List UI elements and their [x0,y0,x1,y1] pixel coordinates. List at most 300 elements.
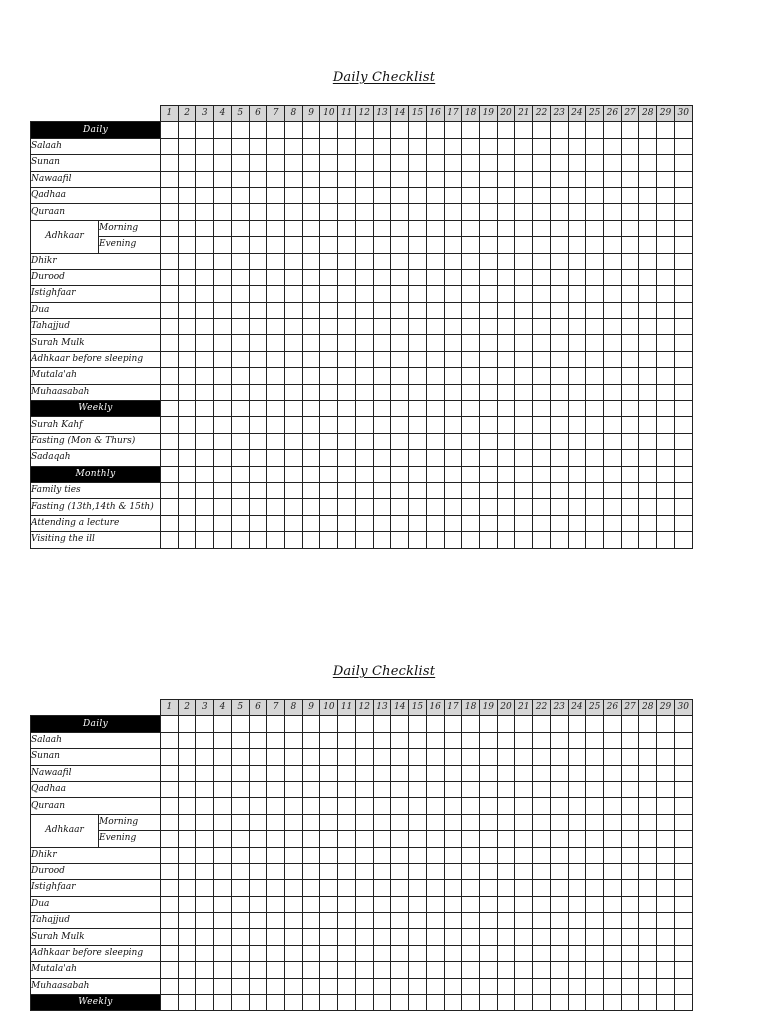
check-cell[interactable] [515,880,533,896]
check-cell[interactable] [657,138,675,154]
check-cell[interactable] [161,532,179,548]
check-cell[interactable] [444,138,462,154]
check-cell[interactable] [657,368,675,384]
check-cell[interactable] [603,978,621,994]
check-cell[interactable] [674,171,692,187]
check-cell[interactable] [338,286,356,302]
check-cell[interactable] [639,896,657,912]
check-cell[interactable] [267,863,285,879]
check-cell[interactable] [621,187,639,203]
check-cell[interactable] [178,351,196,367]
check-cell[interactable] [550,204,568,220]
check-cell[interactable] [302,798,320,814]
check-cell[interactable] [657,237,675,253]
check-cell[interactable] [603,466,621,482]
check-cell[interactable] [391,384,409,400]
check-cell[interactable] [178,978,196,994]
check-cell[interactable] [639,401,657,417]
check-cell[interactable] [320,269,338,285]
check-cell[interactable] [603,863,621,879]
check-cell[interactable] [479,401,497,417]
check-cell[interactable] [674,335,692,351]
check-cell[interactable] [444,450,462,466]
check-cell[interactable] [515,138,533,154]
check-cell[interactable] [302,913,320,929]
check-cell[interactable] [231,237,249,253]
check-cell[interactable] [568,962,586,978]
check-cell[interactable] [674,155,692,171]
check-cell[interactable] [657,466,675,482]
check-cell[interactable] [409,351,427,367]
check-cell[interactable] [338,155,356,171]
check-cell[interactable] [586,798,604,814]
check-cell[interactable] [674,995,692,1011]
check-cell[interactable] [267,929,285,945]
check-cell[interactable] [161,732,179,748]
check-cell[interactable] [161,368,179,384]
check-cell[interactable] [267,978,285,994]
check-cell[interactable] [373,204,391,220]
check-cell[interactable] [568,450,586,466]
check-cell[interactable] [533,401,551,417]
check-cell[interactable] [302,482,320,498]
check-cell[interactable] [603,814,621,830]
check-cell[interactable] [621,466,639,482]
check-cell[interactable] [231,286,249,302]
check-cell[interactable] [267,831,285,847]
check-cell[interactable] [196,962,214,978]
check-cell[interactable] [426,863,444,879]
check-cell[interactable] [462,253,480,269]
check-cell[interactable] [320,749,338,765]
check-cell[interactable] [462,204,480,220]
check-cell[interactable] [426,319,444,335]
check-cell[interactable] [444,187,462,203]
check-cell[interactable] [178,929,196,945]
check-cell[interactable] [426,978,444,994]
check-cell[interactable] [267,319,285,335]
check-cell[interactable] [373,765,391,781]
check-cell[interactable] [196,319,214,335]
check-cell[interactable] [426,765,444,781]
check-cell[interactable] [391,880,409,896]
check-cell[interactable] [621,433,639,449]
check-cell[interactable] [196,929,214,945]
check-cell[interactable] [533,945,551,961]
check-cell[interactable] [426,995,444,1011]
check-cell[interactable] [515,962,533,978]
check-cell[interactable] [214,368,232,384]
check-cell[interactable] [444,417,462,433]
check-cell[interactable] [426,417,444,433]
check-cell[interactable] [621,995,639,1011]
check-cell[interactable] [639,122,657,138]
check-cell[interactable] [550,302,568,318]
check-cell[interactable] [267,187,285,203]
check-cell[interactable] [479,978,497,994]
check-cell[interactable] [479,302,497,318]
check-cell[interactable] [444,499,462,515]
check-cell[interactable] [497,384,515,400]
check-cell[interactable] [657,814,675,830]
check-cell[interactable] [178,499,196,515]
check-cell[interactable] [231,269,249,285]
check-cell[interactable] [320,732,338,748]
check-cell[interactable] [497,237,515,253]
check-cell[interactable] [462,716,480,732]
check-cell[interactable] [231,995,249,1011]
check-cell[interactable] [568,220,586,236]
check-cell[interactable] [391,929,409,945]
check-cell[interactable] [586,814,604,830]
check-cell[interactable] [161,716,179,732]
check-cell[interactable] [426,204,444,220]
check-cell[interactable] [373,302,391,318]
check-cell[interactable] [533,450,551,466]
check-cell[interactable] [214,335,232,351]
check-cell[interactable] [426,847,444,863]
check-cell[interactable] [497,798,515,814]
check-cell[interactable] [497,863,515,879]
check-cell[interactable] [391,450,409,466]
check-cell[interactable] [196,401,214,417]
check-cell[interactable] [355,401,373,417]
check-cell[interactable] [373,417,391,433]
check-cell[interactable] [515,732,533,748]
check-cell[interactable] [550,351,568,367]
check-cell[interactable] [497,286,515,302]
check-cell[interactable] [178,995,196,1011]
check-cell[interactable] [462,515,480,531]
check-cell[interactable] [285,302,303,318]
check-cell[interactable] [178,781,196,797]
check-cell[interactable] [285,122,303,138]
check-cell[interactable] [479,532,497,548]
check-cell[interactable] [249,716,267,732]
check-cell[interactable] [674,220,692,236]
check-cell[interactable] [214,138,232,154]
check-cell[interactable] [373,896,391,912]
check-cell[interactable] [320,880,338,896]
check-cell[interactable] [515,913,533,929]
check-cell[interactable] [285,880,303,896]
check-cell[interactable] [515,171,533,187]
check-cell[interactable] [497,945,515,961]
check-cell[interactable] [444,122,462,138]
check-cell[interactable] [479,319,497,335]
check-cell[interactable] [586,995,604,1011]
check-cell[interactable] [550,368,568,384]
check-cell[interactable] [338,929,356,945]
check-cell[interactable] [267,450,285,466]
check-cell[interactable] [533,384,551,400]
check-cell[interactable] [639,798,657,814]
check-cell[interactable] [267,798,285,814]
check-cell[interactable] [444,863,462,879]
check-cell[interactable] [391,962,409,978]
check-cell[interactable] [267,253,285,269]
check-cell[interactable] [249,732,267,748]
check-cell[interactable] [302,499,320,515]
check-cell[interactable] [550,962,568,978]
check-cell[interactable] [444,945,462,961]
check-cell[interactable] [391,187,409,203]
check-cell[interactable] [320,368,338,384]
check-cell[interactable] [479,433,497,449]
check-cell[interactable] [586,171,604,187]
check-cell[interactable] [657,302,675,318]
check-cell[interactable] [657,781,675,797]
check-cell[interactable] [426,499,444,515]
check-cell[interactable] [409,515,427,531]
check-cell[interactable] [196,384,214,400]
check-cell[interactable] [267,122,285,138]
check-cell[interactable] [285,896,303,912]
check-cell[interactable] [249,368,267,384]
check-cell[interactable] [515,204,533,220]
check-cell[interactable] [391,237,409,253]
check-cell[interactable] [497,995,515,1011]
check-cell[interactable] [249,880,267,896]
check-cell[interactable] [214,237,232,253]
check-cell[interactable] [267,749,285,765]
check-cell[interactable] [285,417,303,433]
check-cell[interactable] [320,401,338,417]
check-cell[interactable] [214,749,232,765]
check-cell[interactable] [621,269,639,285]
check-cell[interactable] [355,302,373,318]
check-cell[interactable] [586,732,604,748]
check-cell[interactable] [178,896,196,912]
check-cell[interactable] [515,466,533,482]
check-cell[interactable] [196,171,214,187]
check-cell[interactable] [267,220,285,236]
check-cell[interactable] [391,814,409,830]
check-cell[interactable] [639,286,657,302]
check-cell[interactable] [285,831,303,847]
check-cell[interactable] [249,220,267,236]
check-cell[interactable] [196,417,214,433]
check-cell[interactable] [674,945,692,961]
check-cell[interactable] [338,269,356,285]
check-cell[interactable] [603,962,621,978]
check-cell[interactable] [214,716,232,732]
check-cell[interactable] [568,814,586,830]
check-cell[interactable] [214,401,232,417]
check-cell[interactable] [161,450,179,466]
check-cell[interactable] [355,450,373,466]
check-cell[interactable] [285,237,303,253]
check-cell[interactable] [391,204,409,220]
check-cell[interactable] [568,302,586,318]
check-cell[interactable] [444,962,462,978]
check-cell[interactable] [338,302,356,318]
check-cell[interactable] [479,716,497,732]
check-cell[interactable] [462,962,480,978]
check-cell[interactable] [657,187,675,203]
check-cell[interactable] [231,896,249,912]
check-cell[interactable] [550,896,568,912]
check-cell[interactable] [161,798,179,814]
check-cell[interactable] [550,171,568,187]
check-cell[interactable] [639,351,657,367]
check-cell[interactable] [426,896,444,912]
check-cell[interactable] [462,896,480,912]
check-cell[interactable] [320,286,338,302]
check-cell[interactable] [639,220,657,236]
check-cell[interactable] [373,220,391,236]
check-cell[interactable] [444,532,462,548]
check-cell[interactable] [320,220,338,236]
check-cell[interactable] [231,482,249,498]
check-cell[interactable] [267,896,285,912]
check-cell[interactable] [196,499,214,515]
check-cell[interactable] [391,319,409,335]
check-cell[interactable] [409,749,427,765]
check-cell[interactable] [533,335,551,351]
check-cell[interactable] [639,466,657,482]
check-cell[interactable] [586,155,604,171]
check-cell[interactable] [444,335,462,351]
check-cell[interactable] [285,220,303,236]
check-cell[interactable] [533,319,551,335]
check-cell[interactable] [231,781,249,797]
check-cell[interactable] [249,450,267,466]
check-cell[interactable] [409,155,427,171]
check-cell[interactable] [657,319,675,335]
check-cell[interactable] [214,863,232,879]
check-cell[interactable] [214,155,232,171]
check-cell[interactable] [639,384,657,400]
check-cell[interactable] [603,302,621,318]
check-cell[interactable] [497,499,515,515]
check-cell[interactable] [462,335,480,351]
check-cell[interactable] [533,368,551,384]
check-cell[interactable] [302,466,320,482]
check-cell[interactable] [267,732,285,748]
check-cell[interactable] [657,417,675,433]
check-cell[interactable] [621,863,639,879]
check-cell[interactable] [373,384,391,400]
check-cell[interactable] [444,237,462,253]
check-cell[interactable] [568,880,586,896]
check-cell[interactable] [568,204,586,220]
check-cell[interactable] [178,302,196,318]
check-cell[interactable] [639,781,657,797]
check-cell[interactable] [603,945,621,961]
check-cell[interactable] [285,732,303,748]
check-cell[interactable] [373,319,391,335]
check-cell[interactable] [462,450,480,466]
check-cell[interactable] [674,515,692,531]
check-cell[interactable] [214,814,232,830]
check-cell[interactable] [320,384,338,400]
check-cell[interactable] [214,384,232,400]
check-cell[interactable] [338,138,356,154]
check-cell[interactable] [444,716,462,732]
check-cell[interactable] [373,499,391,515]
check-cell[interactable] [657,732,675,748]
check-cell[interactable] [161,913,179,929]
check-cell[interactable] [444,204,462,220]
check-cell[interactable] [621,171,639,187]
check-cell[interactable] [267,401,285,417]
check-cell[interactable] [639,880,657,896]
check-cell[interactable] [674,716,692,732]
check-cell[interactable] [497,716,515,732]
check-cell[interactable] [214,187,232,203]
check-cell[interactable] [214,732,232,748]
check-cell[interactable] [426,749,444,765]
check-cell[interactable] [444,798,462,814]
check-cell[interactable] [462,187,480,203]
check-cell[interactable] [320,237,338,253]
check-cell[interactable] [320,433,338,449]
check-cell[interactable] [657,995,675,1011]
check-cell[interactable] [426,433,444,449]
check-cell[interactable] [320,831,338,847]
check-cell[interactable] [426,237,444,253]
check-cell[interactable] [497,929,515,945]
check-cell[interactable] [586,880,604,896]
check-cell[interactable] [231,204,249,220]
check-cell[interactable] [178,401,196,417]
check-cell[interactable] [639,335,657,351]
check-cell[interactable] [603,171,621,187]
check-cell[interactable] [249,945,267,961]
check-cell[interactable] [639,237,657,253]
check-cell[interactable] [249,171,267,187]
check-cell[interactable] [639,749,657,765]
check-cell[interactable] [409,286,427,302]
check-cell[interactable] [603,122,621,138]
check-cell[interactable] [515,749,533,765]
check-cell[interactable] [302,122,320,138]
check-cell[interactable] [231,913,249,929]
check-cell[interactable] [550,831,568,847]
check-cell[interactable] [338,978,356,994]
check-cell[interactable] [373,466,391,482]
check-cell[interactable] [639,204,657,220]
check-cell[interactable] [657,831,675,847]
check-cell[interactable] [497,913,515,929]
check-cell[interactable] [639,302,657,318]
check-cell[interactable] [586,515,604,531]
check-cell[interactable] [214,220,232,236]
check-cell[interactable] [657,896,675,912]
check-cell[interactable] [267,532,285,548]
check-cell[interactable] [674,253,692,269]
check-cell[interactable] [462,847,480,863]
check-cell[interactable] [178,515,196,531]
check-cell[interactable] [657,880,675,896]
check-cell[interactable] [214,515,232,531]
check-cell[interactable] [178,384,196,400]
check-cell[interactable] [320,302,338,318]
check-cell[interactable] [196,716,214,732]
check-cell[interactable] [214,765,232,781]
check-cell[interactable] [515,253,533,269]
check-cell[interactable] [391,286,409,302]
check-cell[interactable] [621,765,639,781]
check-cell[interactable] [639,138,657,154]
check-cell[interactable] [444,384,462,400]
check-cell[interactable] [267,138,285,154]
check-cell[interactable] [338,765,356,781]
check-cell[interactable] [444,913,462,929]
check-cell[interactable] [285,978,303,994]
check-cell[interactable] [178,335,196,351]
